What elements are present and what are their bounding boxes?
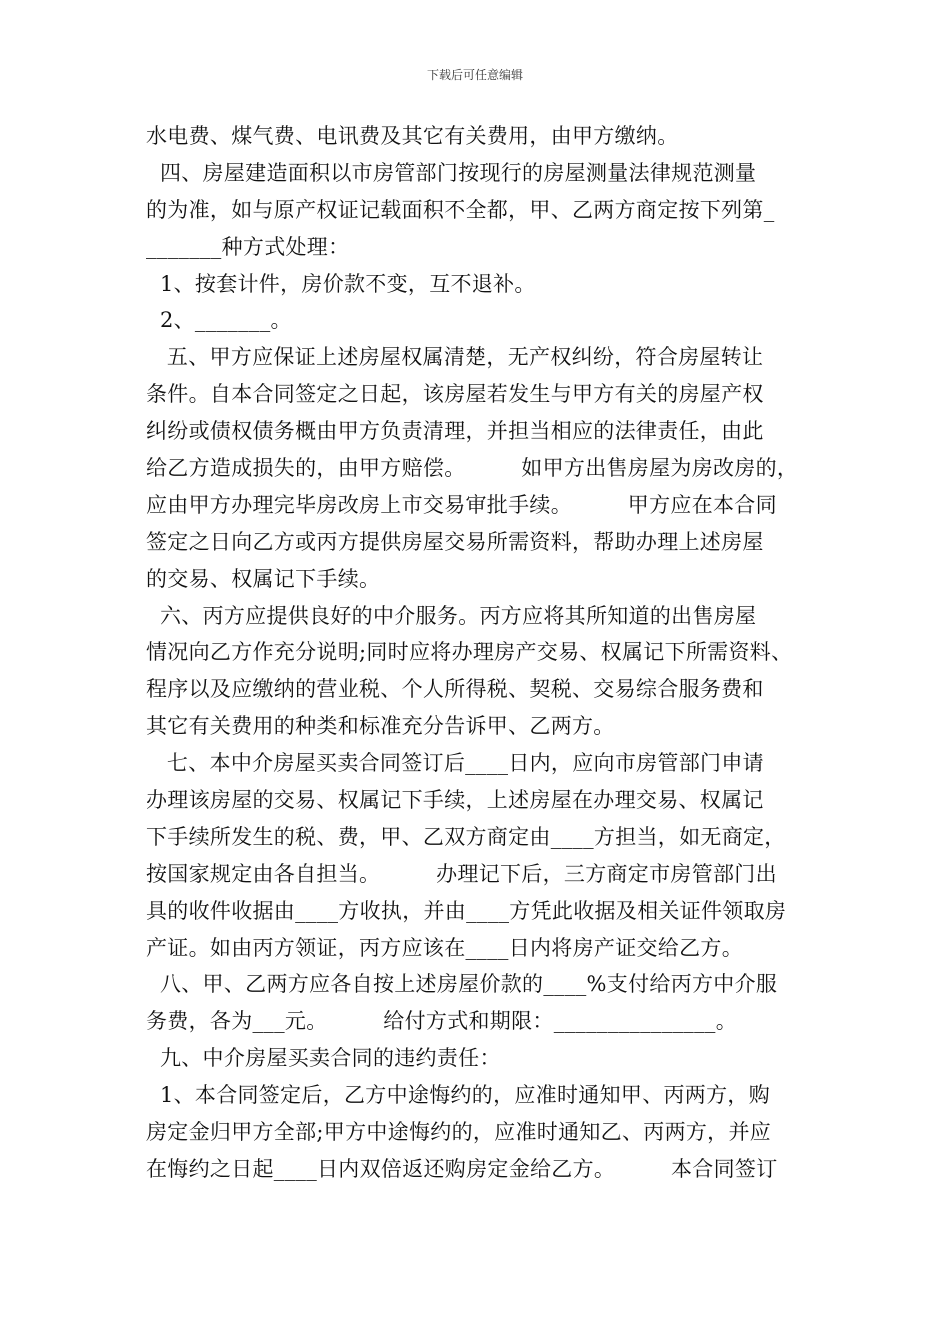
text-line: 条件。自本合同签定之日起，该房屋若发生与甲方有关的房屋产权 bbox=[146, 382, 764, 407]
text-line: 纠纷或债权债务概由甲方负责清理，并担当相应的法律责任，由此 bbox=[146, 419, 764, 444]
text-line: 下手续所发生的税、费，甲、乙双方商定由____方担当，如无商定， bbox=[146, 824, 786, 849]
text-line: 2、_______。 bbox=[146, 308, 292, 333]
text-line: 务费，各为___元。 给付方式和期限：_______________。 bbox=[146, 1009, 738, 1034]
text-line: 按国家规定由各自担当。 办理记下后，三方商定市房管部门出 bbox=[146, 861, 777, 886]
text-line: 八、甲、乙两方应各自按上述房屋价款的____%支付给丙方中介服 bbox=[146, 972, 778, 997]
text-line: 四、房屋建造面积以市房管部门按现行的房屋测量法律规范测量 bbox=[146, 160, 757, 185]
text-line: 应由甲方办理完毕房改房上市交易审批手续。 甲方应在本合同 bbox=[146, 492, 777, 517]
text-line: 五、甲方应保证上述房屋权属清楚，无产权纠纷，符合房屋转让 bbox=[146, 345, 764, 370]
text-line: 给乙方造成损失的，由甲方赔偿。 如甲方出售房屋为房改房的， bbox=[146, 456, 799, 481]
text-line: 程序以及应缴纳的营业税、个人所得税、契税、交易综合服务费和 bbox=[146, 677, 764, 702]
text-line: 产证。如由丙方领证，丙方应该在____日内将房产证交给乙方。 bbox=[146, 935, 743, 960]
text-line: 情况向乙方作充分说明;同时应将办理房产交易、权属记下所需资料、 bbox=[146, 640, 793, 665]
text-line: 其它有关费用的种类和标准充分告诉甲、乙两方。 bbox=[146, 714, 615, 739]
text-line: 六、丙方应提供良好的中介服务。丙方应将其所知道的出售房屋 bbox=[146, 603, 757, 628]
text-line: 具的收件收据由____方收执，并由____方凭此收据及相关证件领取房 bbox=[146, 898, 787, 923]
text-line: 在悔约之日起____日内双倍返还购房定金给乙方。 本合同签订 bbox=[146, 1156, 778, 1181]
text-line: 七、本中介房屋买卖合同签订后____日内，应向市房管部门申请 bbox=[146, 751, 764, 776]
page-header: 下载后可任意编辑 bbox=[426, 68, 523, 82]
text-line: 九、中介房屋买卖合同的违约责任： bbox=[146, 1046, 501, 1071]
text-line: _______种方式处理： bbox=[146, 234, 350, 259]
text-line: 办理该房屋的交易、权属记下手续，上述房屋在办理交易、权属记 bbox=[146, 788, 764, 813]
text-line: 水电费、煤气费、电讯费及其它有关费用，由甲方缴纳。 bbox=[146, 124, 679, 148]
text-line: 1、按套计件，房价款不变，互不退补。 bbox=[146, 271, 536, 296]
contract-body bbox=[146, 118, 816, 1188]
text-line: 1、本合同签定后，乙方中途悔约的，应准时通知甲、丙两方，购 bbox=[146, 1083, 771, 1108]
text-line: 的为准，如与原产权证记载面积不全都，甲、乙两方商定按下列第_ bbox=[146, 197, 775, 222]
text-line: 房定金归甲方全部;甲方中途悔约的，应准时通知乙、丙两方，并应 bbox=[146, 1120, 772, 1145]
text-line: 签定之日向乙方或丙方提供房屋交易所需资料，帮助办理上述房屋 bbox=[146, 529, 764, 554]
text-line: 的交易、权属记下手续。 bbox=[146, 566, 381, 591]
